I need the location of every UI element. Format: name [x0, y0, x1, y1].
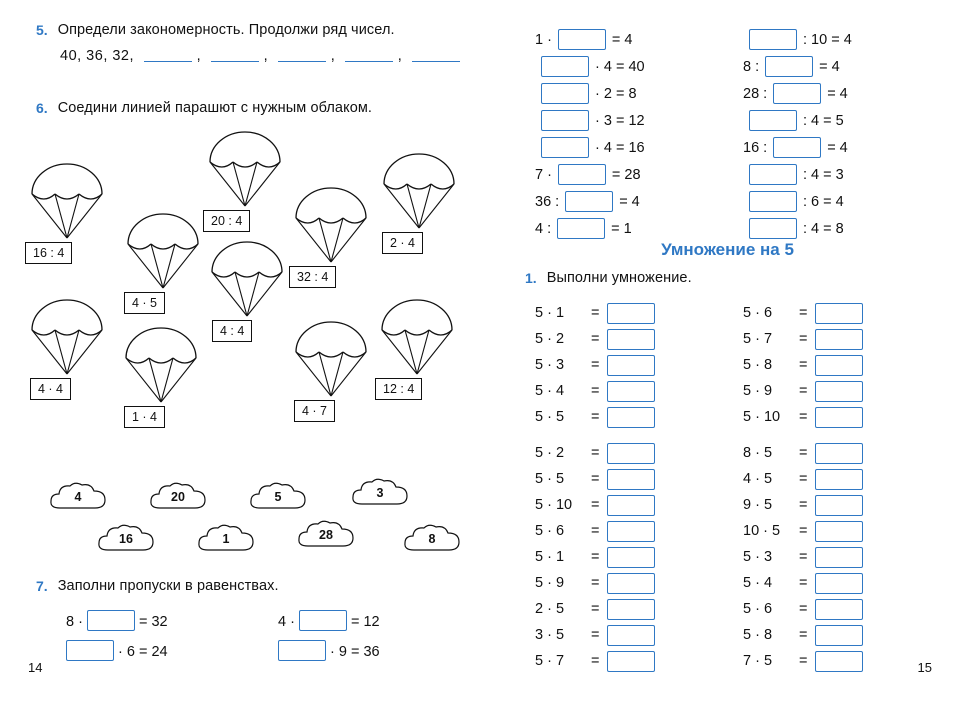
mul-input[interactable]	[815, 599, 863, 620]
equation-input[interactable]	[541, 56, 589, 77]
eq-post: : 10 = 4	[803, 31, 852, 48]
eq-pre: 1 ·	[535, 31, 552, 48]
mul-row	[743, 622, 863, 648]
equals-sign: =	[799, 305, 808, 321]
cloud-value: 28	[319, 528, 333, 542]
mul-input[interactable]	[607, 547, 655, 568]
eq-post: = 4	[619, 193, 640, 210]
mul-row	[535, 492, 655, 518]
mul-row	[535, 648, 655, 674]
mul-input[interactable]	[607, 521, 655, 542]
equals-sign: =	[591, 357, 600, 373]
equation-row	[535, 107, 645, 134]
equals-sign: =	[591, 627, 600, 643]
equals-sign: =	[799, 627, 808, 643]
task-7-input-1[interactable]	[87, 610, 135, 631]
mul-row	[743, 378, 863, 404]
mul-row	[743, 300, 863, 326]
mul-expr: 3 · 5	[535, 627, 565, 643]
mul-input[interactable]	[607, 381, 655, 402]
eq-post: : 4 = 8	[803, 220, 844, 237]
mul-row	[535, 378, 655, 404]
parachute[interactable]	[124, 210, 202, 310]
mul-row	[743, 518, 863, 544]
mul-group2-left	[535, 440, 655, 674]
mul-input[interactable]	[607, 495, 655, 516]
parachute-label: 12 : 4	[375, 378, 422, 400]
mul-input[interactable]	[815, 443, 863, 464]
mul-input[interactable]	[607, 407, 655, 428]
cloud-value: 3	[376, 486, 384, 500]
equation-row	[743, 107, 852, 134]
mul-row	[535, 596, 655, 622]
cloud[interactable]	[148, 480, 208, 514]
equals-sign: =	[799, 523, 808, 539]
equals-sign: =	[799, 357, 808, 373]
equation-input[interactable]	[557, 218, 605, 239]
equals-sign: =	[591, 601, 600, 617]
mul-expr: 8 · 5	[743, 445, 773, 461]
task-7-number: 7.	[36, 578, 48, 594]
mul-expr: 5 · 4	[743, 575, 773, 591]
mul-expr: 5 · 7	[743, 331, 773, 347]
mul-expr: 5 · 8	[743, 627, 773, 643]
equation-input[interactable]	[749, 110, 797, 131]
cloud[interactable]	[96, 522, 156, 556]
mul-expr: 5 · 8	[743, 357, 773, 373]
equation-row	[535, 215, 645, 242]
equals-sign: =	[799, 445, 808, 461]
mul-input[interactable]	[607, 355, 655, 376]
section-title: Умножение на 5	[661, 240, 794, 259]
mul-expr: 5 · 2	[535, 445, 565, 461]
parachute[interactable]	[206, 128, 284, 228]
parachute-label: 4 · 4	[30, 378, 71, 400]
task-5-number: 5.	[36, 22, 48, 38]
equation-input[interactable]	[749, 29, 797, 50]
cloud-value: 1	[222, 532, 230, 546]
eq-post: = 4	[611, 31, 633, 48]
equation-row	[743, 215, 852, 242]
eq-post: · 3 = 12	[595, 112, 645, 129]
mul-expr: 4 · 5	[743, 471, 773, 487]
mul-row	[743, 326, 863, 352]
mul-expr: 5 · 4	[535, 383, 565, 399]
task-7-eq-2-right: = 12	[350, 614, 380, 630]
equals-sign: =	[591, 383, 600, 399]
parachute-label: 4 : 4	[212, 320, 252, 342]
mul-group1-left	[535, 300, 655, 430]
parachute-label: 16 : 4	[25, 242, 72, 264]
equation-input[interactable]	[749, 218, 797, 239]
equation-row	[743, 188, 852, 215]
mul-row	[743, 570, 863, 596]
mul-expr: 5 · 1	[535, 549, 565, 565]
parachute-label: 32 : 4	[289, 266, 336, 288]
equation-input[interactable]	[773, 83, 821, 104]
mul-input[interactable]	[607, 599, 655, 620]
mul-input[interactable]	[815, 329, 863, 350]
mul-expr: 5 · 3	[535, 357, 565, 373]
equation-input[interactable]	[541, 83, 589, 104]
equals-sign: =	[799, 575, 808, 591]
parachute[interactable]	[28, 160, 106, 260]
mul-row	[535, 352, 655, 378]
cloud[interactable]	[48, 480, 108, 514]
equals-sign: =	[799, 409, 808, 425]
mul-input[interactable]	[815, 303, 863, 324]
equals-sign: =	[799, 497, 808, 513]
parachute[interactable]	[292, 318, 370, 418]
cloud-value: 8	[428, 532, 436, 546]
task-1	[525, 270, 955, 286]
mul-expr: 5 · 9	[535, 575, 565, 591]
page-number-left: 14	[28, 660, 43, 675]
parachute[interactable]	[380, 150, 458, 250]
mul-input[interactable]	[607, 303, 655, 324]
mul-input[interactable]	[607, 443, 655, 464]
eq-pre: 4 :	[535, 220, 552, 237]
mul-row	[535, 570, 655, 596]
mul-row	[743, 352, 863, 378]
mul-row	[535, 326, 655, 352]
parachute-label: 4 · 5	[124, 292, 165, 314]
eq-post: · 4 = 16	[595, 139, 645, 156]
task-7-equation	[66, 610, 168, 631]
equation-row	[535, 53, 645, 80]
page-number-right: 15	[917, 660, 932, 675]
parachute[interactable]	[292, 184, 370, 284]
mul-row	[535, 300, 655, 326]
cloud-value: 5	[274, 490, 282, 504]
equation-input[interactable]	[765, 56, 813, 77]
equation-input[interactable]	[558, 29, 606, 50]
task-5-blank-3[interactable]	[278, 48, 326, 62]
task-5	[36, 22, 476, 64]
eq-post: = 4	[819, 58, 840, 75]
mul-row	[743, 440, 863, 466]
cloud-value: 16	[119, 532, 133, 546]
mul-row	[743, 492, 863, 518]
parachute-label: 2 · 4	[382, 232, 423, 254]
mul-expr: 5 · 3	[743, 549, 773, 565]
equation-row	[743, 26, 852, 53]
eq-post: : 4 = 5	[803, 112, 844, 129]
task-7	[36, 578, 476, 664]
cloud-value: 20	[171, 490, 185, 504]
eq-pre: 16 :	[743, 139, 768, 156]
eq-post: · 4 = 40	[595, 58, 645, 75]
mul-input[interactable]	[607, 625, 655, 646]
task-7-equation	[278, 610, 380, 631]
mul-input[interactable]	[607, 651, 655, 672]
mul-expr: 5 · 7	[535, 653, 565, 669]
equals-sign: =	[591, 305, 600, 321]
mul-expr: 10 · 5	[743, 523, 781, 539]
eq-pre: 8 :	[743, 58, 760, 75]
eq-post: = 28	[611, 166, 641, 183]
mul-row	[743, 596, 863, 622]
mul-input[interactable]	[815, 651, 863, 672]
equation-column-left	[535, 26, 645, 242]
eq-pre: 36 :	[535, 193, 560, 210]
eq-post: · 2 = 8	[595, 85, 637, 102]
parachute[interactable]	[28, 296, 106, 396]
mul-expr: 5 · 5	[535, 409, 565, 425]
equation-row	[535, 26, 645, 53]
cloud[interactable]	[196, 522, 256, 556]
mul-input[interactable]	[815, 495, 863, 516]
cloud-value: 4	[74, 490, 82, 504]
mul-row	[743, 648, 863, 674]
task-7-input-3[interactable]	[66, 640, 114, 661]
mul-row	[743, 404, 863, 430]
task-7-eq-1-right: = 32	[138, 614, 168, 630]
equals-sign: =	[799, 549, 808, 565]
mul-expr: 5 · 6	[743, 601, 773, 617]
equation-row	[535, 134, 645, 161]
task-7-equation	[278, 640, 380, 661]
mul-expr: 5 · 1	[535, 305, 565, 321]
mul-input[interactable]	[607, 329, 655, 350]
mul-expr: 5 · 10	[743, 409, 781, 425]
parachute-label: 4 · 7	[294, 400, 335, 422]
eq-post: : 4 = 3	[803, 166, 844, 183]
mul-input[interactable]	[815, 547, 863, 568]
equation-column-right	[743, 26, 852, 242]
equation-input[interactable]	[773, 137, 821, 158]
equation-input[interactable]	[749, 164, 797, 185]
task-7-input-4[interactable]	[278, 640, 326, 661]
eq-post: = 4	[827, 85, 848, 102]
mul-group1-right	[743, 300, 863, 430]
equals-sign: =	[799, 601, 808, 617]
task-7-equation	[66, 640, 168, 661]
equation-input[interactable]	[541, 137, 589, 158]
mul-input[interactable]	[607, 573, 655, 594]
mul-input[interactable]	[815, 573, 863, 594]
equation-input[interactable]	[558, 164, 606, 185]
mul-input[interactable]	[815, 407, 863, 428]
mul-input[interactable]	[815, 521, 863, 542]
mul-input[interactable]	[815, 469, 863, 490]
equation-row	[743, 53, 852, 80]
mul-row	[535, 544, 655, 570]
mul-expr: 5 · 2	[535, 331, 565, 347]
equation-input[interactable]	[749, 191, 797, 212]
equation-row	[535, 80, 645, 107]
mul-expr: 2 · 5	[535, 601, 565, 617]
task-7-eq-3-right: · 6 = 24	[118, 644, 168, 660]
eq-post: : 6 = 4	[803, 193, 844, 210]
parachute-label: 20 : 4	[203, 210, 250, 232]
task-5-series-row: 40, 36, 32, , , , ,	[60, 48, 476, 64]
right-page	[495, 0, 960, 702]
mul-row	[535, 440, 655, 466]
mul-row	[535, 518, 655, 544]
equals-sign: =	[591, 523, 600, 539]
task-7-eq-4-right: · 9 = 36	[330, 644, 380, 660]
mul-row	[743, 544, 863, 570]
equation-row	[743, 80, 852, 107]
mul-input[interactable]	[815, 625, 863, 646]
eq-pre: 28 :	[743, 85, 768, 102]
mul-expr: 5 · 5	[535, 471, 565, 487]
task-6	[36, 100, 476, 116]
mul-expr: 5 · 6	[743, 305, 773, 321]
cloud[interactable]	[402, 522, 462, 556]
equals-sign: =	[591, 653, 600, 669]
equation-input[interactable]	[565, 191, 613, 212]
parachute-label: 1 · 4	[124, 406, 165, 428]
task-7-text: Заполни пропуски в равенствах.	[57, 578, 279, 594]
equation-row	[535, 161, 645, 188]
equation-row	[743, 161, 852, 188]
equation-input[interactable]	[541, 110, 589, 131]
task-1-text: Выполни умножение.	[546, 270, 692, 286]
equals-sign: =	[591, 549, 600, 565]
task-7-eq-2-left: 4 ·	[278, 614, 295, 630]
equals-sign: =	[799, 331, 808, 347]
equals-sign: =	[591, 471, 600, 487]
equals-sign: =	[591, 409, 600, 425]
mul-input[interactable]	[815, 355, 863, 376]
equals-sign: =	[591, 497, 600, 513]
mul-expr: 5 · 10	[535, 497, 573, 513]
task-1-number: 1.	[525, 270, 537, 286]
task-5-series: 40, 36, 32,	[60, 48, 135, 64]
task-6-text: Соедини линией парашют с нужным облаком.	[57, 100, 373, 116]
mul-row	[535, 466, 655, 492]
equals-sign: =	[799, 471, 808, 487]
mul-expr: 5 · 9	[743, 383, 773, 399]
parachute[interactable]	[208, 238, 286, 338]
mul-input[interactable]	[815, 381, 863, 402]
mul-row	[535, 404, 655, 430]
task-5-blank-2[interactable]	[211, 48, 259, 62]
eq-post: = 1	[611, 220, 632, 237]
task-7-input-2[interactable]	[299, 610, 347, 631]
mul-expr: 7 · 5	[743, 653, 773, 669]
task-7-eq-1-left: 8 ·	[66, 614, 83, 630]
equals-sign: =	[591, 575, 600, 591]
equals-sign: =	[591, 331, 600, 347]
eq-post: = 4	[827, 139, 848, 156]
equals-sign: =	[591, 445, 600, 461]
parachute-area	[20, 128, 480, 546]
equation-row	[535, 188, 645, 215]
eq-pre: 7 ·	[535, 166, 552, 183]
parachute[interactable]	[378, 296, 456, 396]
equation-row	[743, 134, 852, 161]
equals-sign: =	[799, 383, 808, 399]
task-5-blank-5[interactable]	[412, 48, 460, 62]
parachute[interactable]	[122, 324, 200, 424]
cloud[interactable]	[350, 476, 410, 510]
mul-row	[743, 466, 863, 492]
mul-expr: 9 · 5	[743, 497, 773, 513]
task-6-number: 6.	[36, 100, 48, 116]
mul-input[interactable]	[607, 469, 655, 490]
equals-sign: =	[799, 653, 808, 669]
task-5-text: Определи закономерность. Продолжи ряд чисел.	[57, 22, 395, 38]
mul-expr: 5 · 6	[535, 523, 565, 539]
mul-group2-right	[743, 440, 863, 674]
task-5-blank-1[interactable]	[144, 48, 192, 62]
task-5-blank-4[interactable]	[345, 48, 393, 62]
cloud[interactable]	[296, 518, 356, 552]
mul-row	[535, 622, 655, 648]
cloud[interactable]	[248, 480, 308, 514]
